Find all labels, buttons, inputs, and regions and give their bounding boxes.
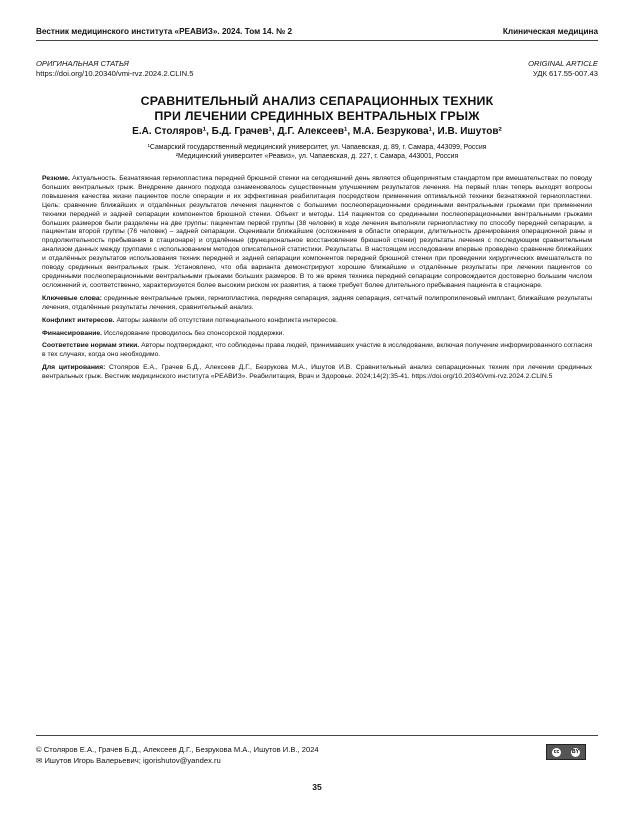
contact-email[interactable]: ✉ Ишутов Игорь Валерьевич; igorishutov@yandex.ru — [36, 756, 221, 765]
doi-link[interactable]: https://doi.org/10.20340/vmi-rvz.2024.2.CLIN.5 — [36, 69, 194, 78]
funding — [42, 330, 592, 339]
journal-title: Вестник медицинского института «РЕАВИЗ». 2024. Том 14. № 2 — [36, 27, 293, 36]
affiliations — [36, 143, 598, 161]
article-type-ru: ОРИГИНАЛЬНАЯ СТАТЬЯ — [36, 59, 129, 68]
abstract-label: Резюме. — [42, 175, 70, 182]
authors: Е.А. Столяров¹, Б.Д. Грачев¹, Д.Г. Алексеев¹, М.А. Безрукова¹, И.В. Ишутов² — [132, 126, 502, 137]
abstract — [42, 175, 592, 291]
conflict-label: Конфликт интересов. — [42, 316, 115, 324]
article-type-en: ORIGINAL ARTICLE — [528, 59, 598, 68]
copyright: © Столяров Е.А., Грачев Б.Д., Алексеев Д.Г., Безрукова М.А., Ишутов И.В., 2024 — [36, 745, 319, 754]
affiliation-2: ²Медицинский университет «Реавиз», ул. Чапаевская, д. 227, г. Самара, 443001, Россия — [175, 153, 459, 160]
article-meta — [36, 59, 598, 79]
citation-label: Для цитирования: — [42, 364, 106, 372]
by-icon: BY — [572, 748, 579, 755]
cc-icon: cc — [553, 748, 560, 755]
affiliation-1: ¹Самарский государственный медицинский университет, ул. Чапаевская, д. 89, г. Самара, 443099, Россия — [147, 144, 487, 151]
ethics-text: Авторы подтверждают, что соблюдены права людей, принимавших участие в исследовании, включая получение информированного согласия в тех случаях, когда оно необходимо. — [42, 342, 593, 359]
funding-text: Исследование проводилось без спонсорской поддержки. — [103, 329, 285, 337]
citation-text: Столяров Е.А., Грачев Б.Д., Алексеев Д.Г., Безрукова М.А., Ишутов И.В. Сравнительный анализ сепарационных техник при лечении срединных вентральных грыж. Вестник медицинского института «РЕАВИЗ». Реабилитация, Врач и Здоровье. 2024;14(2):35-41. https://doi.org/10.20340/vmi-rvz.2024.2.CLIN.5 — [42, 364, 592, 381]
conflict-text: Авторы заявили об отсутствии потенциального конфликта интересов. — [116, 316, 338, 324]
footer — [36, 744, 319, 766]
footer-rule — [36, 735, 598, 736]
ethics-label: Соответствие нормам этики. — [42, 342, 140, 350]
abstract-text: Актуальность. Безнатяжная герниопластика передней брюшной стенки на сегодняшний день является общепринятым стандартом при вмешательствах по поводу больших вентральных грыж. Внедрение данного подхода ознаменовалось существенным улучшением результатов лечения. На первый план теперь выходят вопросы повышения качества жизни пациентов после операции и их эффективная реабилитация посредством применения оптимальной техники безнатяжной герниопластики. Цель: сравнение ближайших и отдалённых результатов лечения пациентов с большими послеоперационными срединными вентральными грыжами при применении техники передней и задней сепарации компонентов брюшной стенки. Объект и методы. 114 пациентов со срединными послеоперационными вентральными грыжами больших размеров были разделены на две группы: пациентам первой группы (38 человек) в ходе лечения выполняли герниопластику по способу передней сепарации, а пациентам второй группы (76 человек) – задней сепарации. Оценивали ближайшие (осложнения в области операции, длительность дренирования операционной раны и продолжительность пребывания в стационаре) и отдалённые (функциональное восстановление брюшной стенки) результаты лечения с последующим сравнительным анализом данных между группами с использованием методов описательной статистики. Результаты. В настоящем исследовании впервые проведено сравнение ближайших и отдалённых результатов использования техник передней и задней сепарации компонентов передней брюшной стенки при проведении хирургических вмешательств по поводу срединных вентральных грыж. Установлено, что оба варианта демонстрируют хорошие ближайшие и отдалённые результаты при лечении пациентов со срединными послеоперационными вентральными грыжами больших размеров. В то же время техника передней сепарации сопровождается достоверно большим числом осложнений и, соответственно, характеризуется более высоким риском их развития, а также требует более длительного пребывания пациента в стационаре. — [42, 175, 593, 289]
udk-code: УДК 617.55-007.43 — [532, 69, 598, 78]
page-number: 35 — [312, 782, 322, 792]
keywords-label: Ключевые слова: — [42, 294, 102, 302]
article-title — [60, 94, 574, 124]
section-name: Клиническая медицина — [502, 27, 598, 36]
title-line-2: ПРИ ЛЕЧЕНИИ СРЕДИННЫХ ВЕНТРАЛЬНЫХ ГРЫЖ — [154, 109, 480, 123]
keywords-text: срединные вентральные грыжи, герниопластика, передняя сепарация, задняя сепарация, сетчатый полипропиленовый имплант, ближайшие результаты лечения, отдалённые результаты лечения, сравнительный анализ. — [42, 294, 592, 311]
ethics — [42, 342, 592, 360]
abstract-block — [42, 175, 592, 386]
keywords — [42, 295, 592, 313]
header-rule — [36, 40, 598, 41]
conflict-of-interest — [42, 317, 592, 326]
funding-label: Финансирование. — [42, 329, 103, 337]
citation — [42, 364, 592, 382]
running-header — [36, 27, 598, 36]
title-line-1: СРАВНИТЕЛЬНЫЙ АНАЛИЗ СЕПАРАЦИОННЫХ ТЕХНИК — [140, 94, 494, 108]
cc-license-badge[interactable] — [546, 744, 586, 760]
